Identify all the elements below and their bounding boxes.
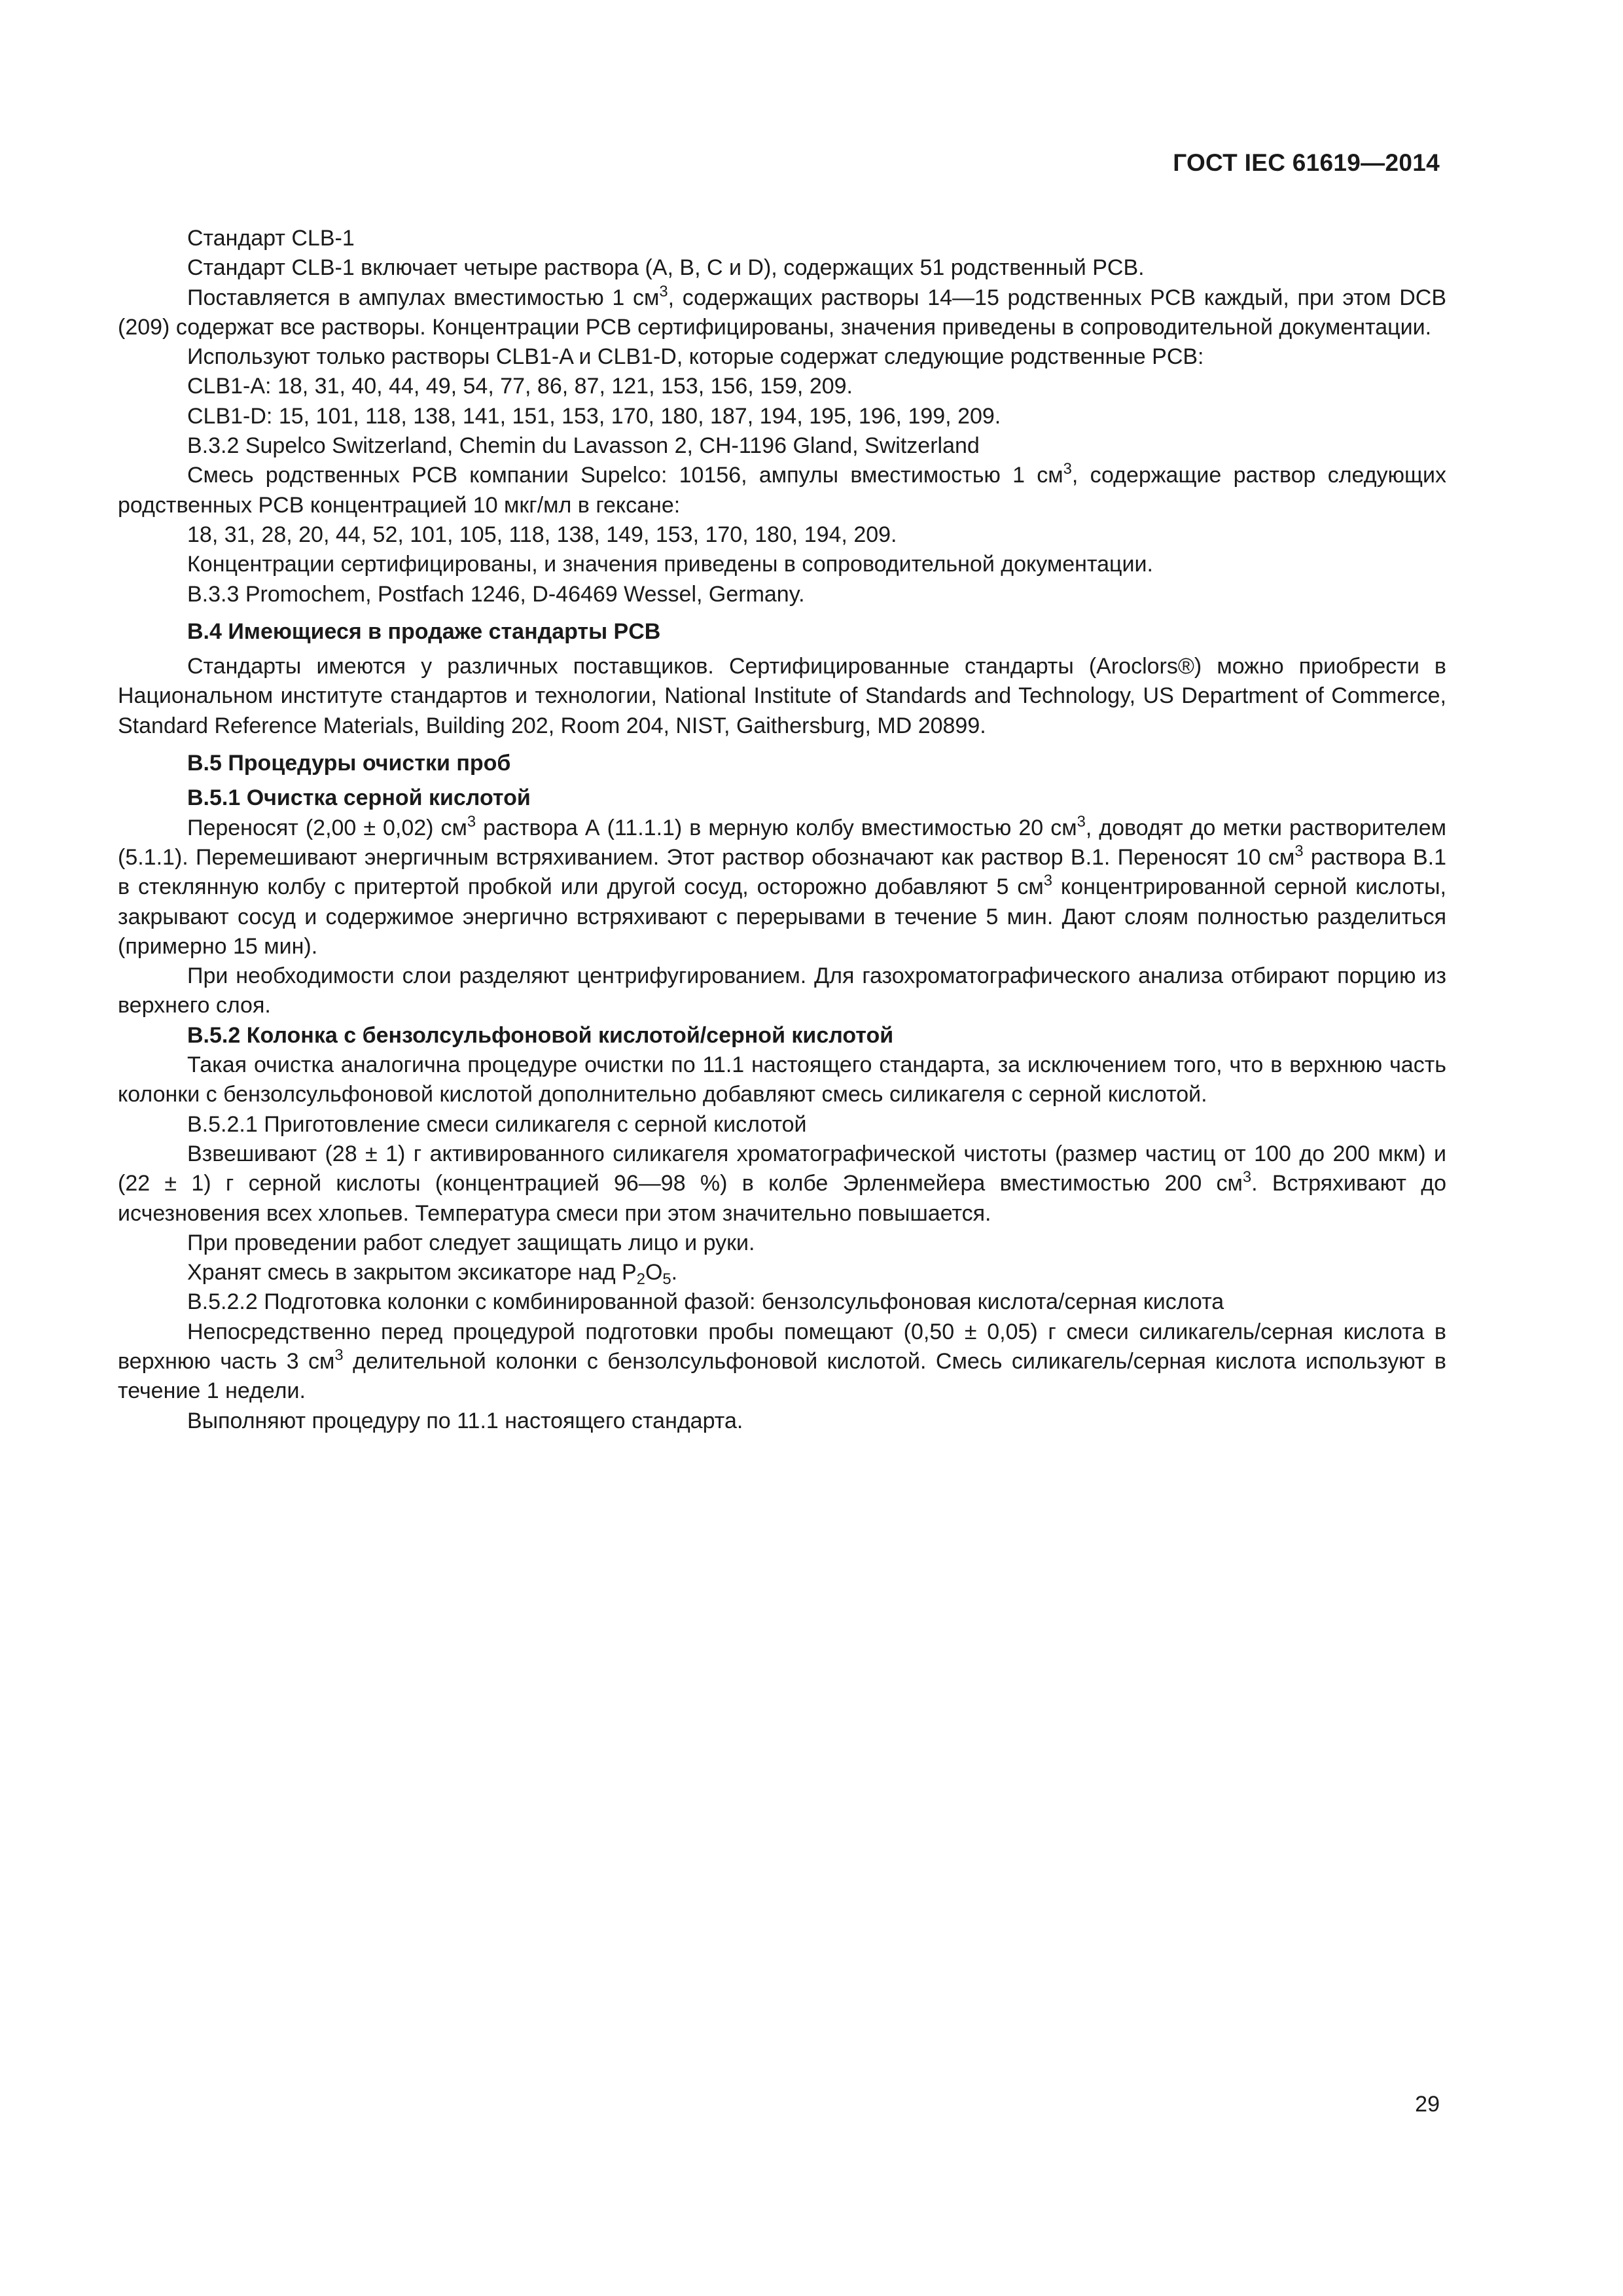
text-run: раствора А (11.1.1) в мерную колбу вместимостью 20 см [476, 815, 1077, 840]
paragraph: Такая очистка аналогична процедуре очистки по 11.1 настоящего стандарта, за исключением того, что в верхнюю часть колонки с бензолсульфоновой кислотой дополнительно добавляют смесь силикагеля с серной кислотой. [118, 1052, 1446, 1107]
paragraph: Стандарты имеются у различных поставщиков. Сертифицированные стандарты (Aroclors®) можно приобрести в Национальном институте стандартов и технологии, National Institute of Standards and Technology, US Department of Commerce, Standard Reference Materials, Building 202, Room 204, NIST, Gaithersburg, MD 20899. [118, 654, 1446, 738]
page-body [118, 224, 1446, 1436]
superscript: 3 [1294, 842, 1304, 860]
paragraph: При необходимости слои разделяют центрифугированием. Для газохроматографического анализа отбирают порцию из верхнего слоя. [118, 963, 1446, 1018]
paragraph: 18, 31, 28, 20, 44, 52, 101, 105, 118, 138, 149, 153, 170, 180, 194, 209. [187, 522, 897, 547]
text-run: O [645, 1260, 663, 1285]
superscript: 3 [334, 1346, 344, 1364]
text-run: . [671, 1260, 678, 1285]
section-heading-b5: В.5 Процедуры очистки проб [187, 751, 511, 776]
subsection-heading-b52: В.5.2 Колонка с бензолсульфоновой кислотой/серной кислотой [187, 1022, 894, 1048]
superscript: 3 [1242, 1168, 1252, 1187]
paragraph [118, 814, 1446, 961]
paragraph: Концентрации сертифицированы, и значения приведены в сопроводительной документации. [187, 552, 1153, 577]
page-number: 29 [1415, 2092, 1440, 2117]
text-run: , содержащих растворы 14—15 родственных PCB каждый, при этом DCB (209) содержат все растворы. Концентрации PCB сертифицированы, значения приведены в сопроводительной документации. [118, 285, 1447, 340]
paragraph: В.5.2.1 Приготовление смеси силикагеля с серной кислотой [187, 1111, 807, 1137]
superscript: 3 [1043, 872, 1052, 890]
text-run: , доводят до метки растворителем (5.1.1). Перемешивают энергичным встряхиванием. Этот раствор обозначают как раствор В.1. Переносят 10 см [118, 815, 1447, 870]
text-run: делительной колонки с бензолсульфоновой кислотой. Смесь силикагель/серная кислота используют в течение 1 недели. [118, 1348, 1446, 1404]
paragraph [118, 461, 1446, 520]
subscript: 2 [636, 1270, 645, 1289]
paragraph [118, 1258, 1446, 1287]
paragraph: Используют только растворы CLB1-A и CLB1-D, которые содержат следующие родственные PCB: [187, 344, 1204, 370]
subsection-heading-b51: В.5.1 Очистка серной кислотой [187, 785, 531, 811]
text-run: Поставляется в ампулах вместимостью 1 см [187, 285, 660, 310]
paragraph: Выполняют процедуру по 11.1 настоящего стандарта. [187, 1408, 743, 1433]
text-run: . Встряхивают до исчезновения всех хлопьев. Температура смеси при этом значительно повышается. [118, 1171, 1446, 1226]
paragraph [118, 1139, 1446, 1229]
paragraph: В.5.2.2 Подготовка колонки с комбинированной фазой: бензолсульфоновая кислота/серная кислота [187, 1289, 1224, 1315]
paragraph: Стандарт CLB-1 [187, 226, 355, 251]
text-run: Хранят смесь в закрытом эксикаторе над P [187, 1260, 637, 1285]
paragraph: CLB1-A: 18, 31, 40, 44, 49, 54, 77, 86, 87, 121, 153, 156, 159, 209. [187, 374, 853, 399]
document-code-header: ГОСТ IEC 61619—2014 [1173, 149, 1440, 176]
paragraph: В.3.2 Supelco Switzerland, Chemin du Lavasson 2, CH-1196 Gland, Switzerland [187, 433, 980, 459]
paragraph [118, 1318, 1446, 1407]
text-run: Непосредственно перед процедурой подготовки пробы помещают (0,50 ± 0,05) г смеси силикагель/серная кислота в верхнюю часть 3 см [118, 1319, 1446, 1374]
text-run: Переносят (2,00 ± 0,02) см [187, 815, 467, 840]
superscript: 3 [1077, 812, 1086, 831]
paragraph: CLB1-D: 15, 101, 118, 138, 141, 151, 153, 170, 180, 187, 194, 195, 196, 199, 209. [187, 403, 1001, 429]
text-run: раствора В.1 в стеклянную колбу с притертой пробкой или другой сосуд, осторожно добавляют 5 см [118, 844, 1446, 900]
paragraph: Стандарт CLB-1 включает четыре раствора (А, В, С и D), содержащих 51 родственный PCB. [187, 255, 1145, 281]
paragraph: В.3.3 Promochem, Postfach 1246, D-46469 Wessel, Germany. [187, 581, 805, 607]
text-run: , содержащие раствор следующих родственных PCB концентрацией 10 мкг/мл в гексане: [118, 463, 1446, 518]
paragraph: При проведении работ следует защищать лицо и руки. [187, 1230, 755, 1255]
text-run: концентрированной серной кислоты, закрывают сосуд и содержимое энергично встряхивают с перерывами в течение 5 мин. Дают слоям полностью разделиться (примерно 15 мин). [118, 874, 1446, 959]
subscript: 5 [662, 1270, 671, 1289]
text-run: Взвешивают (28 ± 1) г активированного силикагеля хроматографической чистоты (размер частиц от 100 до 200 мкм) и (22 ± 1) г серной кислоты (концентрацией 96—98 %) в колбе Эрленмейера вместимостью 200 см [118, 1141, 1446, 1196]
section-heading-b4: В.4 Имеющиеся в продаже стандарты PCB [187, 619, 661, 644]
superscript: 3 [659, 282, 668, 300]
superscript: 3 [1063, 460, 1072, 478]
superscript: 3 [467, 812, 476, 831]
paragraph [118, 283, 1446, 343]
text-run: Смесь родственных PCB компании Supelco: 10156, ампулы вместимостью 1 см [187, 463, 1063, 488]
